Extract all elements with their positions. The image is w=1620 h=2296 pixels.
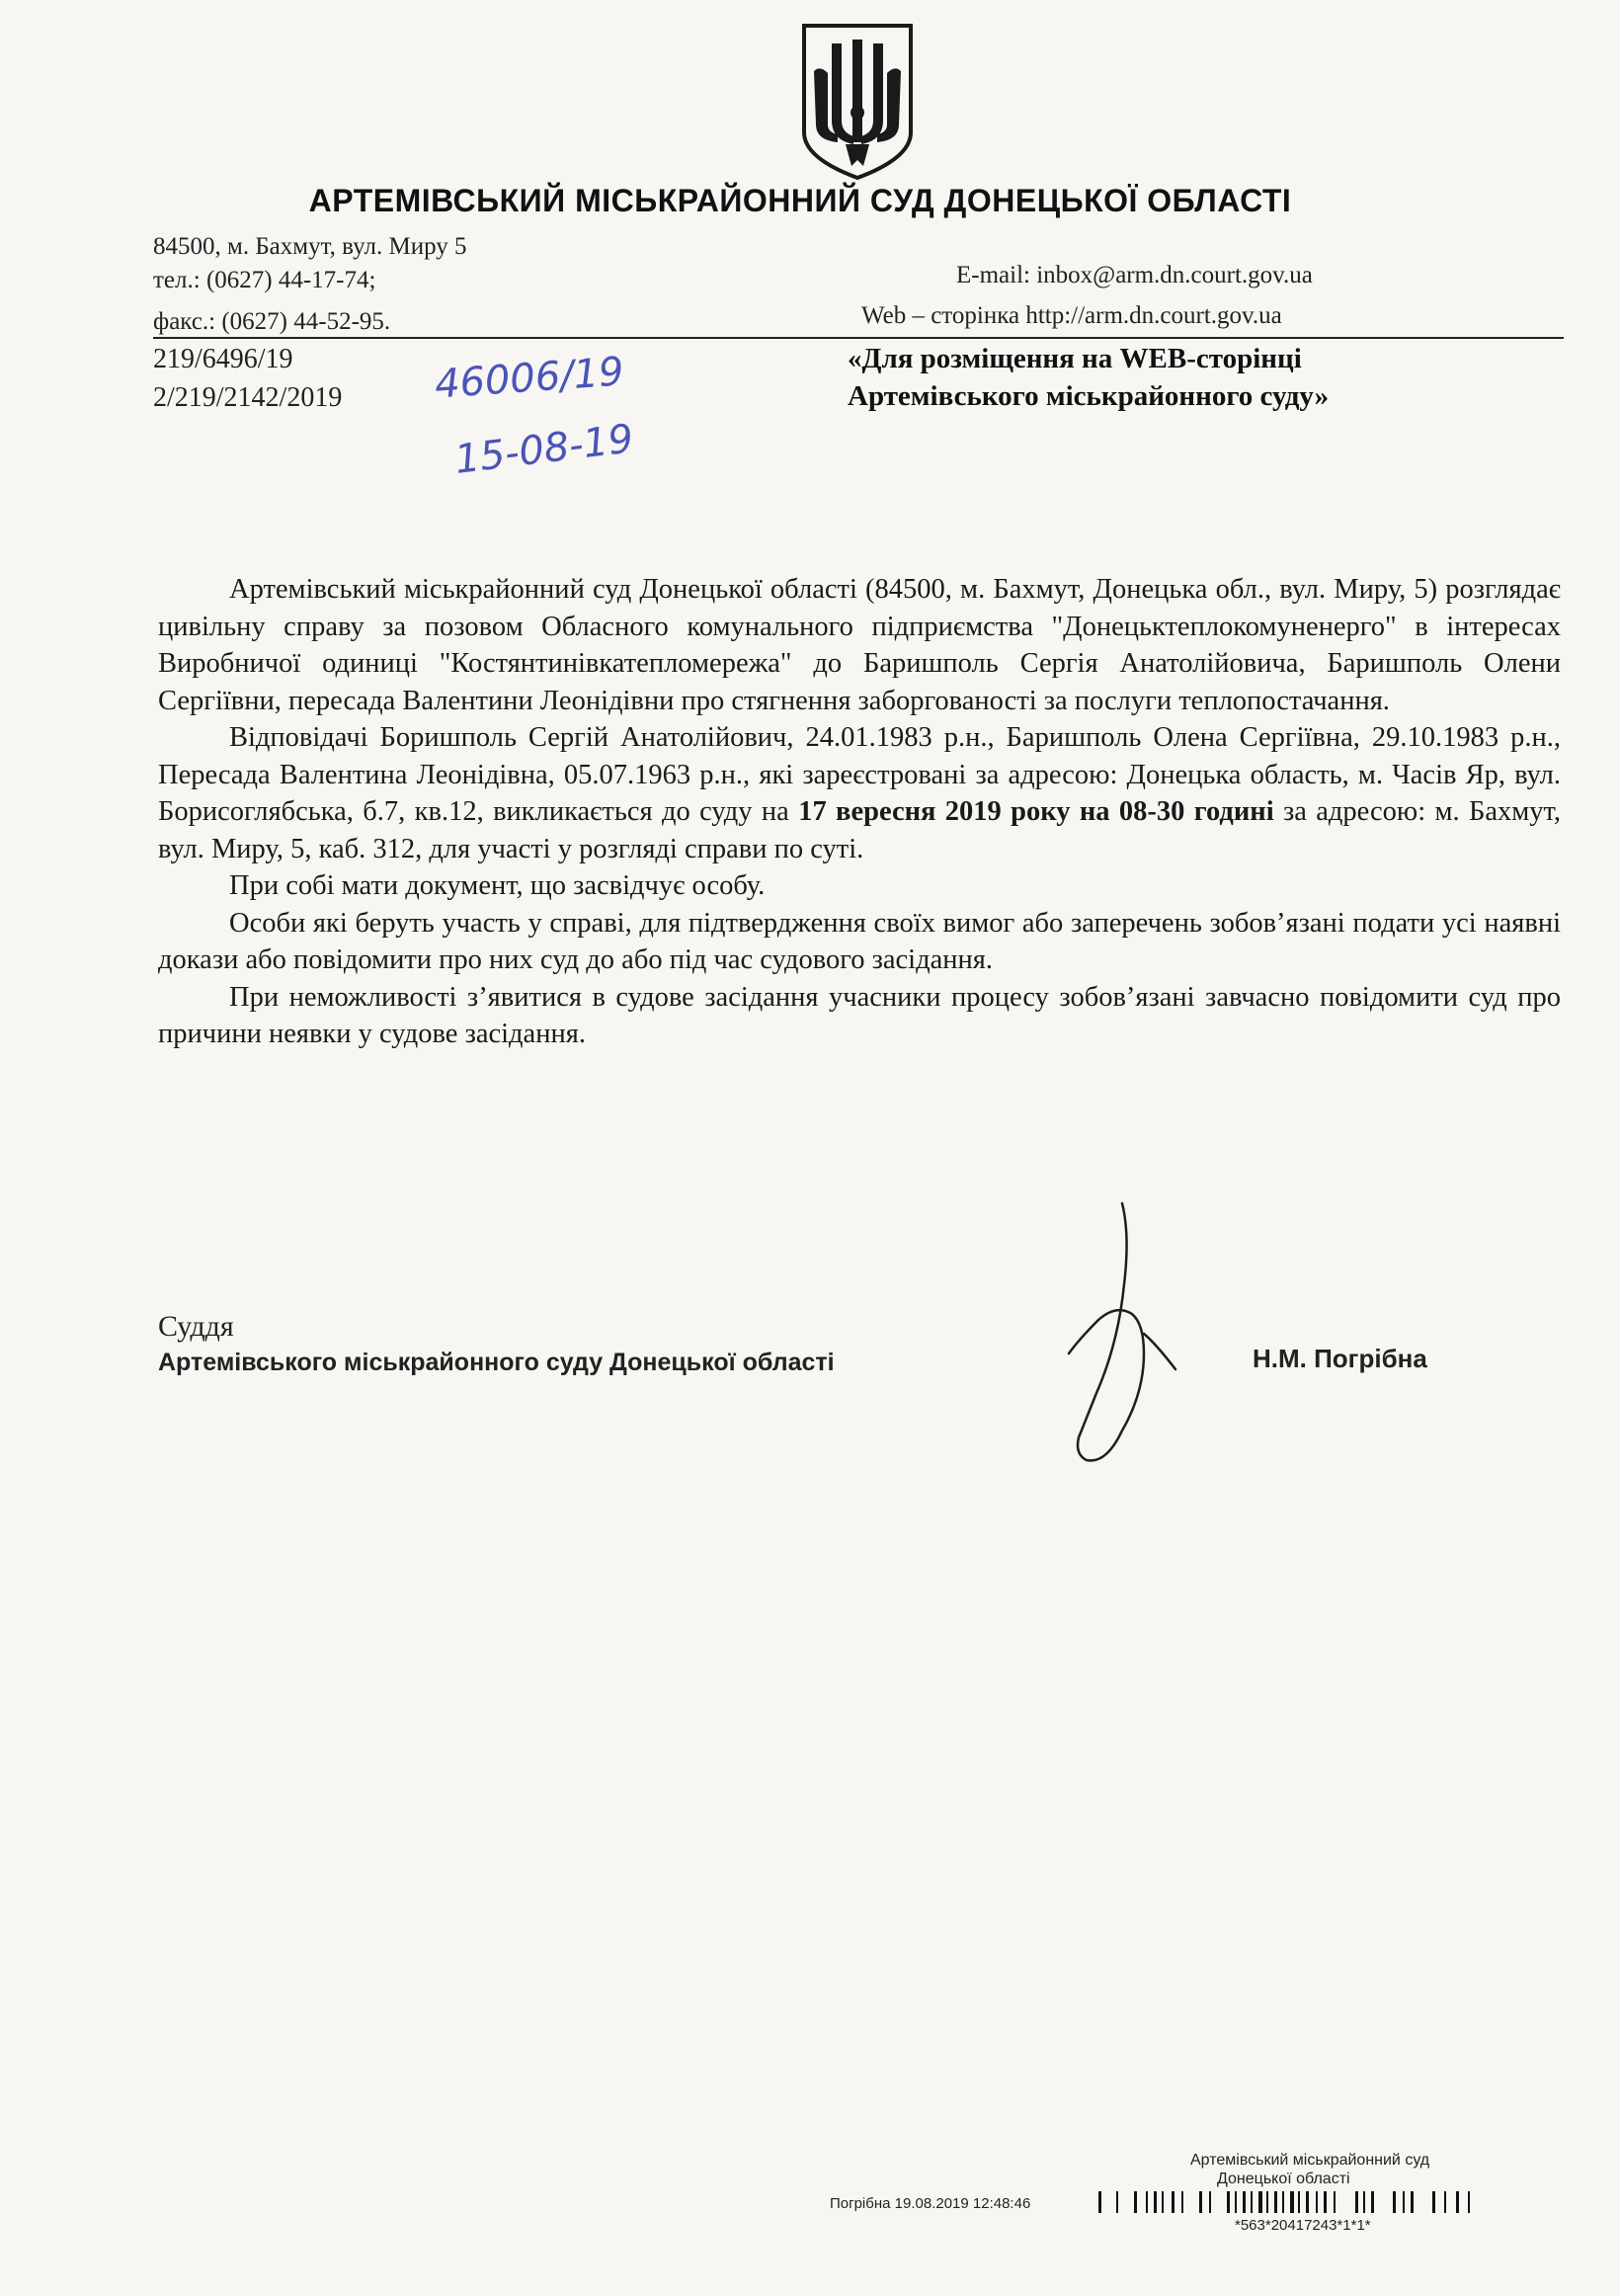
court-email: E-mail: inbox@arm.dn.court.gov.ua bbox=[956, 262, 1313, 288]
hearing-datetime: 17 вересня 2019 року на 08-30 годині bbox=[798, 796, 1274, 827]
barcode-icon bbox=[1096, 2187, 1571, 2217]
handwritten-date: 15-08-19 bbox=[451, 416, 636, 483]
stamp-signed: Погрібна 19.08.2019 12:48:46 bbox=[830, 2195, 1031, 2212]
web-note-line1: «Для розміщення на WEB-сторінці bbox=[848, 343, 1302, 374]
handwritten-reg-number: 46006/19 bbox=[433, 349, 625, 408]
notice-body bbox=[158, 571, 1561, 1053]
notice-paragraph-3: При собі мати документ, що засвідчує особу. bbox=[229, 870, 766, 901]
court-name-heading: АРТЕМІВСЬКИЙ МІСЬКРАЙОННИЙ СУД ДОНЕЦЬКОЇ ОБЛАСТІ bbox=[308, 183, 1292, 218]
judge-name: Н.М. Погрібна bbox=[1253, 1344, 1427, 1373]
coat-of-arms-icon bbox=[798, 22, 917, 182]
notice-paragraph-5: При неможливості з’явитися в судове засідання учасники процесу зобов’язані завчасно повідомити суд про причини неявки у судове засідання. bbox=[158, 981, 1561, 1049]
court-website: Web – сторінка http://arm.dn.court.gov.ua bbox=[861, 302, 1282, 329]
judge-signature-icon bbox=[1027, 1195, 1185, 1472]
court-fax: факс.: (0627) 44-52-95. bbox=[153, 308, 391, 335]
notice-paragraph-2: Відповідачі Боришполь Сергій Анатолійович, 24.01.1983 р.н., Баришполь Олена Сергіївна, 29.10.1983 р.н., Пересада Валентина Леонідівна, 05.07.1963 р.н., які зареєстровані за адресою: Донецька область, м. Часів Яр, вул. Борисоглябська, б.7, кв.12, викликається до суду на 17 вересня 2019 року на 08-30 годині за адресою: м. Бахмут, вул. Миру, 5, каб. 312, для участі у розгляді справи по суті. bbox=[158, 722, 1561, 864]
barcode-text: *563*20417243*1*1* bbox=[1235, 2217, 1371, 2234]
signature-court: Артемівського міськрайонного суду Донецької області bbox=[158, 1349, 835, 1376]
stamp-court-line2: Донецької області bbox=[1217, 2171, 1350, 2187]
case-number-2: 2/219/2142/2019 bbox=[153, 382, 343, 413]
header-divider bbox=[153, 337, 1564, 339]
case-number-1: 219/6496/19 bbox=[153, 344, 293, 374]
court-address: 84500, м. Бахмут, вул. Миру 5 bbox=[153, 233, 467, 260]
web-note-line2: Артемівського міськрайонного суду» bbox=[848, 380, 1330, 412]
signature-role: Суддя bbox=[158, 1310, 234, 1343]
stamp-court-line1: Артемівський міськрайонний суд bbox=[1190, 2152, 1430, 2169]
court-phone: тел.: (0627) 44-17-74; bbox=[153, 267, 376, 293]
notice-paragraph-1: Артемівський міськрайонний суд Донецької області (84500, м. Бахмут, Донецька обл., вул. Миру, 5) розглядає цивільну справу за позовом Обласного комунального підприємства "Донецьктеплокомуненерго" в інтересах Виробничої одиниці "Костянтинівкатепломережа" до Баришполь Сергія Анатолійовича, Баришполь Олени Сергіївни, пересада Валентини Леонідівни про стягнення заборгованості за послуги теплопостачання. bbox=[158, 574, 1561, 716]
notice-paragraph-4: Особи які беруть участь у справі, для підтвердження своїх вимог або заперечень зобов’язані подати усі наявні докази або повідомити про них суд до або під час судового засідання. bbox=[158, 907, 1561, 975]
